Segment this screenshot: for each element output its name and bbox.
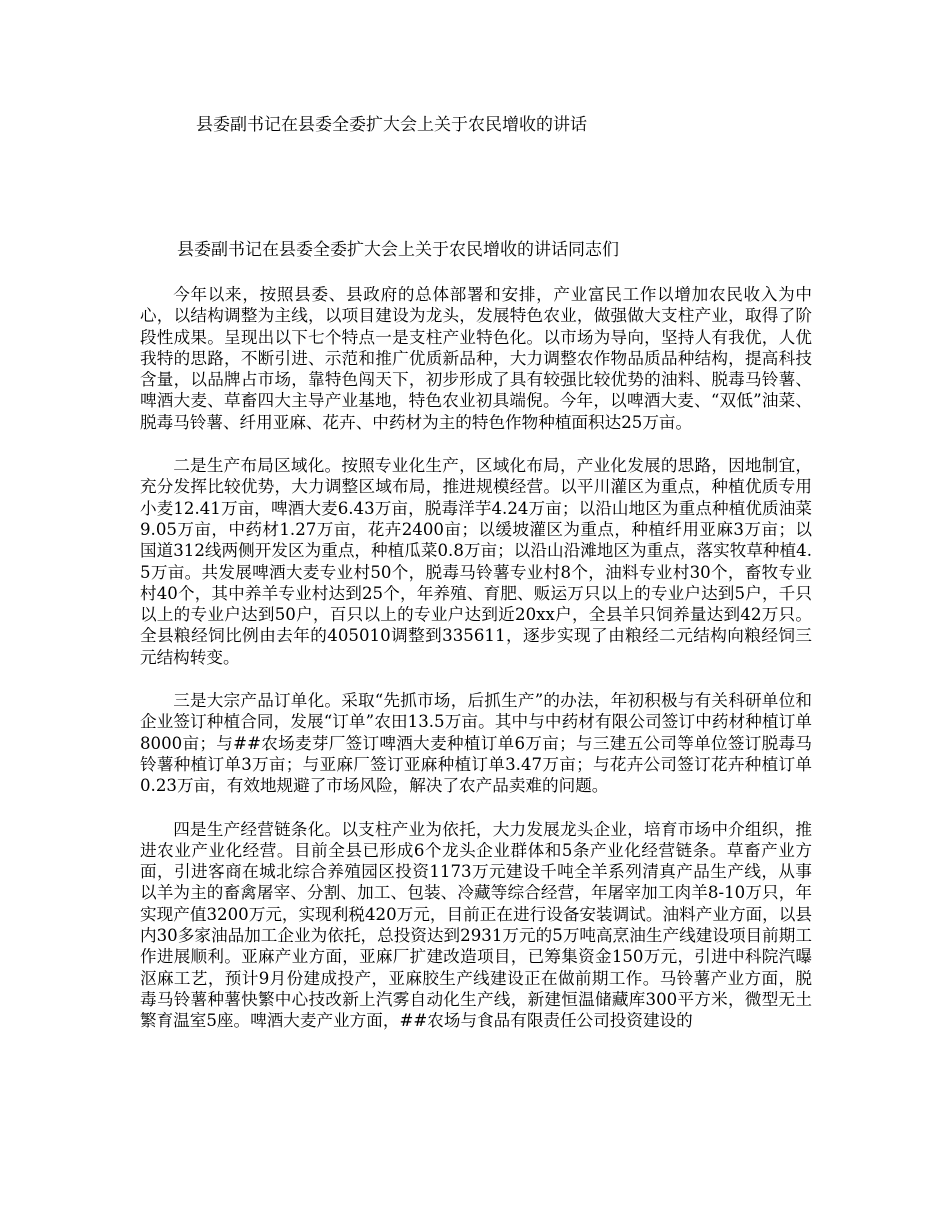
paragraph-4: 四是生产经营链条化。以支柱产业为依托，大力发展龙头企业，培育市场中介组织，推进农业产业化经营。目前全县已形成6个龙头企业群体和5条产业化经营链条。草畜产业方面，引进客商在城北综合养殖园区投资1173万元建设千吨全羊系列清真产品生产线，从事以羊为主的畜禽屠宰、分割、加工、包装、冷藏等综合经营，年屠宰加工肉羊8-10万只，年实现产值3200万元，实现利税420万元，目前正在进行设备安装调试。油料产业方面，以县内30多家油品加工企业为依托，总投资达到2931万元的5万吨高烹油生产线建设项目前期工作进展顺利。亚麻产业方面，亚麻厂扩建改造项目，已筹集资金150万元，引进中科院汽曝沤麻工艺，预计9月份建成投产，亚麻胶生产线建设正在做前期工作。马铃薯产业方面，脱毒马铃薯种薯快繁中心技改新上汽雾自动化生产线，新建恒温储藏库300平方米，微型无土繁育温室5座。啤酒大麦产业方面，##农场与食品有限责任公司投资建设的 [140, 819, 812, 1031]
paragraph-1: 今年以来，按照县委、县政府的总体部署和安排，产业富民工作以增加农民收入为中心，以结构调整为主线，以项目建设为龙头，发展特色农业，做强做大支柱产业，取得了阶段性成果。呈现出以下七个特点一是支柱产业特色化。以市场为导向，坚持人有我优，人优我特的思路，不断引进、示范和推广优质新品种，大力调整农作物品质品种结构，提高科技含量，以品牌占市场，靠特色闯天下，初步形成了具有较强比较优势的油料、脱毒马铃薯、啤酒大麦、草畜四大主导产业基地，特色农业初具端倪。今年，以啤酒大麦、“双低”油菜、脱毒马铃薯、纤用亚麻、花卉、中药材为主的特色作物种植面积达25万亩。 [140, 285, 812, 432]
document-body [140, 284, 812, 1054]
paragraph-3: 三是大宗产品订单化。采取“先抓市场，后抓生产”的办法，年初积极与有关科研单位和企业签订种植合同，发展“订单”农田13.5万亩。其中与中药材有限公司签订中药材种植订单8000亩；与##农场麦芽厂签订啤酒大麦种植订单6万亩；与三建五公司等单位签订脱毒马铃薯种植订单3万亩；与亚麻厂签订亚麻种植订单3.47万亩；与花卉公司签订花卉种植订单0.23万亩，有效地规避了市场风险，解决了农产品卖难的问题。 [140, 691, 812, 796]
paragraph-2: 二是生产布局区域化。按照专业化生产，区域化布局，产业化发展的思路，因地制宜，充分发挥比较优势，大力调整区域布局，推进规模经营。以平川灌区为重点，种植优质专用小麦12.41万亩，啤酒大麦6.43万亩，脱毒洋芋4.24万亩；以沿山地区为重点种植优质油菜9.05万亩，中药材1.27万亩，花卉2400亩；以缓坡灌区为重点，种植纤用亚麻3万亩；以国道312线两侧开发区为重点，种植瓜菜0.8万亩；以沿山沿滩地区为重点，落实牧草种植4.5万亩。共发展啤酒大麦专业村50个，脱毒马铃薯专业村8个，油料专业村30个，畜牧专业村40个，其中养羊专业村达到25个，年养殖、育肥、贩运万只以上的专业户达到5户，千只以上的专业户达到50户，百只以上的专业户达到近20xx户，全县羊只饲养量达到42万只。全县粮经饲比例由去年的405010调整到335611，逐步实现了由粮经二元结构向粮经饲三元结构转变。 [140, 456, 812, 667]
document-title: 县委副书记在县委全委扩大会上关于农民增收的讲话 [196, 115, 587, 135]
document-subtitle: 县委副书记在县委全委扩大会上关于农民增收的讲话同志们 [177, 240, 619, 260]
